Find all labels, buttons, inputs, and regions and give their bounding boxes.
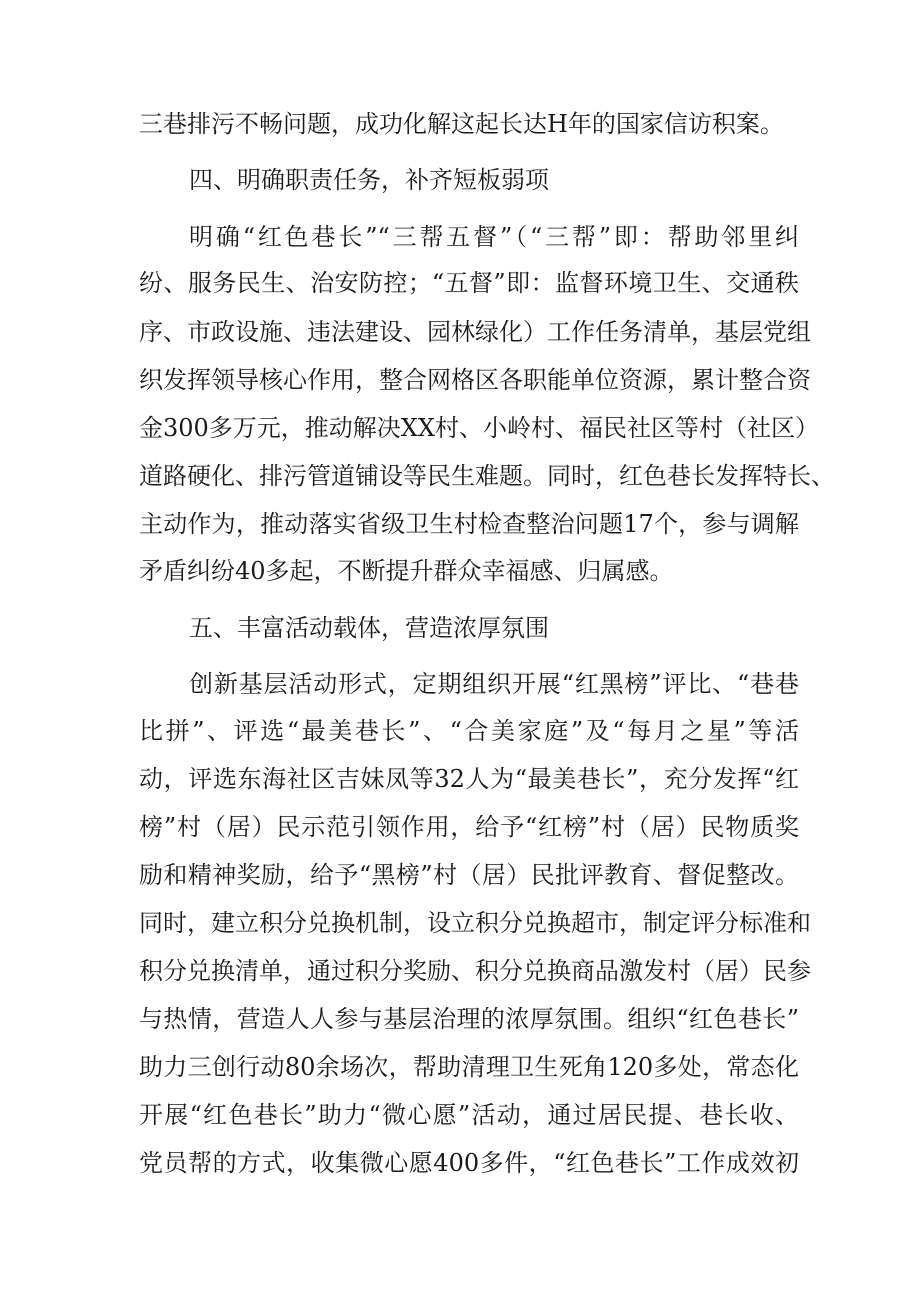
paragraph-line: 开展“红色巷长”助力“微心愿”活动，通过居民提、巷长收、 <box>139 1101 799 1129</box>
paragraph-line: 道路硬化、排污管道铺设等民生难题。同时，红色巷长发挥特长、 <box>139 462 835 490</box>
paragraph-line: 主动作为，推动落实省级卫生村检查整治问题17个，参与调解 <box>139 510 799 538</box>
paragraph-line: 序、市政设施、违法建设、园林绿化）工作任务清单，基层党组 <box>139 318 811 346</box>
paragraph-line: 明确“红色巷长”“三帮五督”（“三帮”即：帮助邻里纠 <box>189 223 799 251</box>
paragraph-line: 励和精神奖励，给予“黑榜”村（居）民批评教育、督促整改。 <box>139 861 799 889</box>
paragraph-line: 与热情，营造人人参与基层治理的浓厚氛围。组织“红色巷长” <box>139 1005 799 1033</box>
paragraph-line: 助力三创行动80余场次，帮助清理卫生死角120多处，常态化 <box>139 1053 799 1081</box>
paragraph-line: 纷、服务民生、治安防控；“五督”即：监督环境卫生、交通秩 <box>139 269 799 297</box>
paragraph-line: 三巷排污不畅问题，成功化解这起长达H年的国家信访积案。 <box>139 110 784 138</box>
paragraph-line: 金300多万元，推动解决XX村、小岭村、福民社区等村（社区） <box>139 414 819 442</box>
paragraph-line: 党员帮的方式，收集微心愿400多件，“红色巷长”工作成效初 <box>139 1149 799 1177</box>
paragraph-line: 创新基层活动形式，定期组织开展“红黑榜”评比、“巷巷 <box>189 670 799 698</box>
paragraph-line: 榜”村（居）民示范引领作用，给予“红榜”村（居）民物质奖 <box>139 813 799 841</box>
paragraph-line: 同时，建立积分兑换机制，设立积分兑换超市，制定评分标准和 <box>139 909 811 937</box>
paragraph-line: 矛盾纠纷40多起，不断提升群众幸福感、归属感。 <box>139 557 674 585</box>
paragraph-line: 积分兑换清单，通过积分奖励、积分兑换商品激发村（居）民参 <box>139 957 811 985</box>
paragraph-line: 比拼”、评选“最美巷长”、“合美家庭”及“每月之星”等活 <box>139 717 799 745</box>
paragraph-line: 织发挥领导核心作用，整合网格区各职能单位资源，累计整合资 <box>139 366 811 394</box>
paragraph-line: 动，评选东海社区吉妹凤等32人为“最美巷长”，充分发挥“红 <box>139 765 799 793</box>
section-heading-4: 四、明确职责任务，补齐短板弱项 <box>189 166 549 194</box>
section-heading-5: 五、丰富活动载体，营造浓厚氛围 <box>189 614 549 642</box>
